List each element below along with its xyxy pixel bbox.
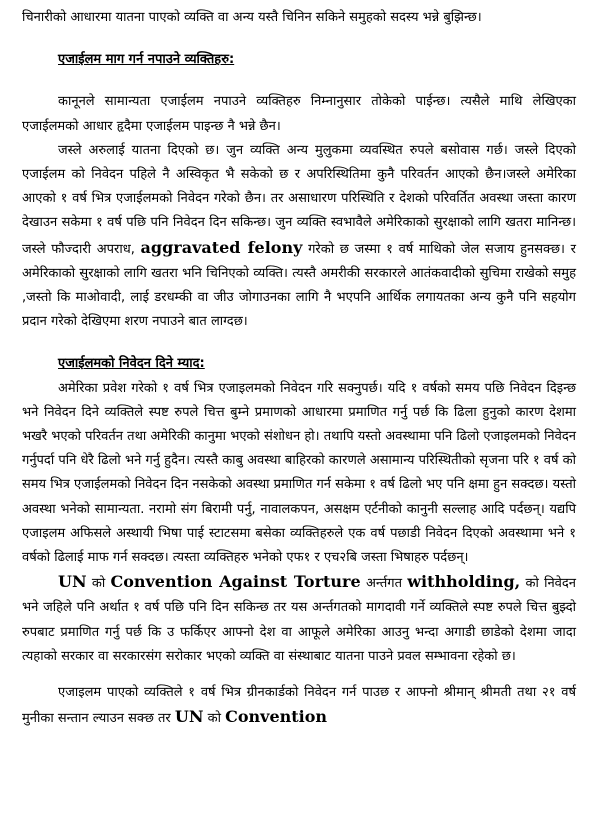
un-term: UN <box>58 572 87 592</box>
un-term-2: UN <box>174 707 204 727</box>
deadline-paragraph: अमेरिका प्रवेश गरेको १ वर्ष भित्र एजाइलमको निवेदन गरि सक्नुपर्छ। यदि १ वर्षको समय पछि निवेदन दिइन्छ भने निवेदन दिने व्यक्तिले स्पष्ट रुपले चित्त बुम्ने प्रमाणको आधारमा प्रमाणित गर्नु पर्छ कि ढिला हुनुको कारण देशमा भखरै भएको परिवर्तन तथा अमेरिकी कानुमा भएको संशोधन हो। तथापि यस्तो अवस्थामा पनि ढिलो एजाइलमको निवेदन गर्नुपर्दा पनि धेरै ढिलो भने गर्नु हुदैन। त्यस्तै काबु अवस्था बाहिरको कारणले असामान्य परिस्थितीको सृजना परि १ वर्ष को समय भित्र एजाईलमको निवेदन दिन नसकेको अवस्था प्रमाणित गर्न सकेमा १ वर्ष ढिलो भए पनि क्षमा हुन सक्दछ। यस्तो अवस्था भनेको सामान्यता. नरामो संग बिरामी पर्नु, नावालकपन, असक्षम एर्टनीको कानुनी सल्लाह आदि पर्दछन्। यद्यपि एजाइलम अफिसले अस्थायी भिषा पाई स्टाटसमा बसेका व्यक्तिहरुले एक वर्ष पछाडी निवेदन दिएको अवस्थामा भने १ वर्षको ढिलाई माफ गर्न सक्दछ। त्यस्ता व्यक्तिहरु भनेको एफ१ र एच२बि जस्ता भिषाहरु पर्दछन्। <box>22 380 576 566</box>
ko-text-2: को <box>207 711 221 727</box>
heading-not-eligible: एजाईलम माग गर्न नपाउने व्यक्तिहरु: <box>58 52 235 68</box>
cases-text-b: गरेको छ जस्मा १ वर्ष माथिको जेल सजाय हुनसक्छ। र अमेरिकाको सुरक्षाको लागि खतरा भनि चिनिएको व्यक्ति। त्यस्तै अमरीकी सरकारले आतंकवादीको सुचिमा राखेको समुह ,जस्तो कि माओवादी, लाई डरधम्की वा जीउ जोगाउनका लागि नै भएपनि आर्थिक लगायतका अन्य कुनै पनि सहयोग प्रदान गरेको देखिएमा शरण नपाउने बात लाग्दछ। <box>22 241 576 330</box>
cases-text-a: जस्ले अरुलाई यातना दिएको छ। जुन व्यक्ति अन्य मुलुकमा व्यवस्थित रुपले बसोवास गर्छ। जस्ले दिएको एजाईलम को निवेदन पहिले नै अस्विकृत भै सकेको छ र अपरिस्थितिमा कुनै परिवर्तन आएको छैन।जस्ले अमेरिका आएको १ वर्ष भित्र एजाईलमको निवेदन गरेको छैन। तर असाधारण परिस्थिति र देशको परिवर्तित अवस्था जस्ता कारण देखाउन सकेमा १ वर्ष पछि पनि निवेदन दिन सकिन्छ। जुन व्यक्ति स्वभावैले अमेरिकाको सुरक्षाको लागि खतरा मानिन्छ। जस्ले फौज्दारी अपराध, <box>22 142 576 257</box>
cases-paragraph <box>22 139 576 335</box>
convention-term: Convention <box>225 707 328 727</box>
un-paragraph <box>22 570 576 669</box>
antargat-text: अर्न्तगत <box>365 576 403 592</box>
last-paragraph <box>22 681 576 731</box>
last-paragraph-text: एजाइलम पाएको व्यक्तिले १ वर्ष भित्र ग्रीनकार्डको निवेदन गर्न पाउछ र आफ्नो श्रीमान् श्रीमती तथा २१ वर्ष मुनीका सन्तान ल्याउन सक्छ तर <box>22 685 576 727</box>
aggravated-felony-term: aggravated felony <box>140 237 303 257</box>
un-paragraph-rest: को निवेदन भने जहिले पनि अर्थात १ वर्ष पछि पनि दिन सकिन्छ तर यस अर्न्तगतको मागदावी गर्ने व्यक्तिले स्पष्ट रुपले चित्त बुझ्दो रुपबाट प्रमाणित गर्नु पर्छ कि उ फर्किएर आफ्नो देश वा आफूले अमेरिका आउनु भन्दा अगाडी छाडेको देशमा जादा त्यहाको सरकार वा सरकारसंग सरोकार भएको व्यक्ति वा संस्थाबाट यातना पाउने प्रवल सम्भावना रहेको छ। <box>22 576 577 664</box>
law-paragraph: कानूनले सामान्यता एजाईलम नपाउने व्यक्तिहरु निम्नानुसार तोकेको पाईन्छ। त्यसैले माथि लेखिएका एजाईलमको आधार हृदैमा एजाईलम पाइन्छ नै भन्ने छैन। <box>22 94 576 134</box>
ko-text: को <box>91 576 106 592</box>
withholding-term: withholding, <box>407 572 521 592</box>
intro-paragraph: चिनारीको आधारमा यातना पाएको व्यक्ति वा अन्य यस्तै चिनिन सकिने समुहको सदस्य भन्ने बुझिन्छ। <box>22 10 482 25</box>
heading-deadline: एजाईलमको निवेदन दिने म्याद: <box>58 356 205 372</box>
convention-against-torture-term: Convention Against Torture <box>110 572 361 592</box>
